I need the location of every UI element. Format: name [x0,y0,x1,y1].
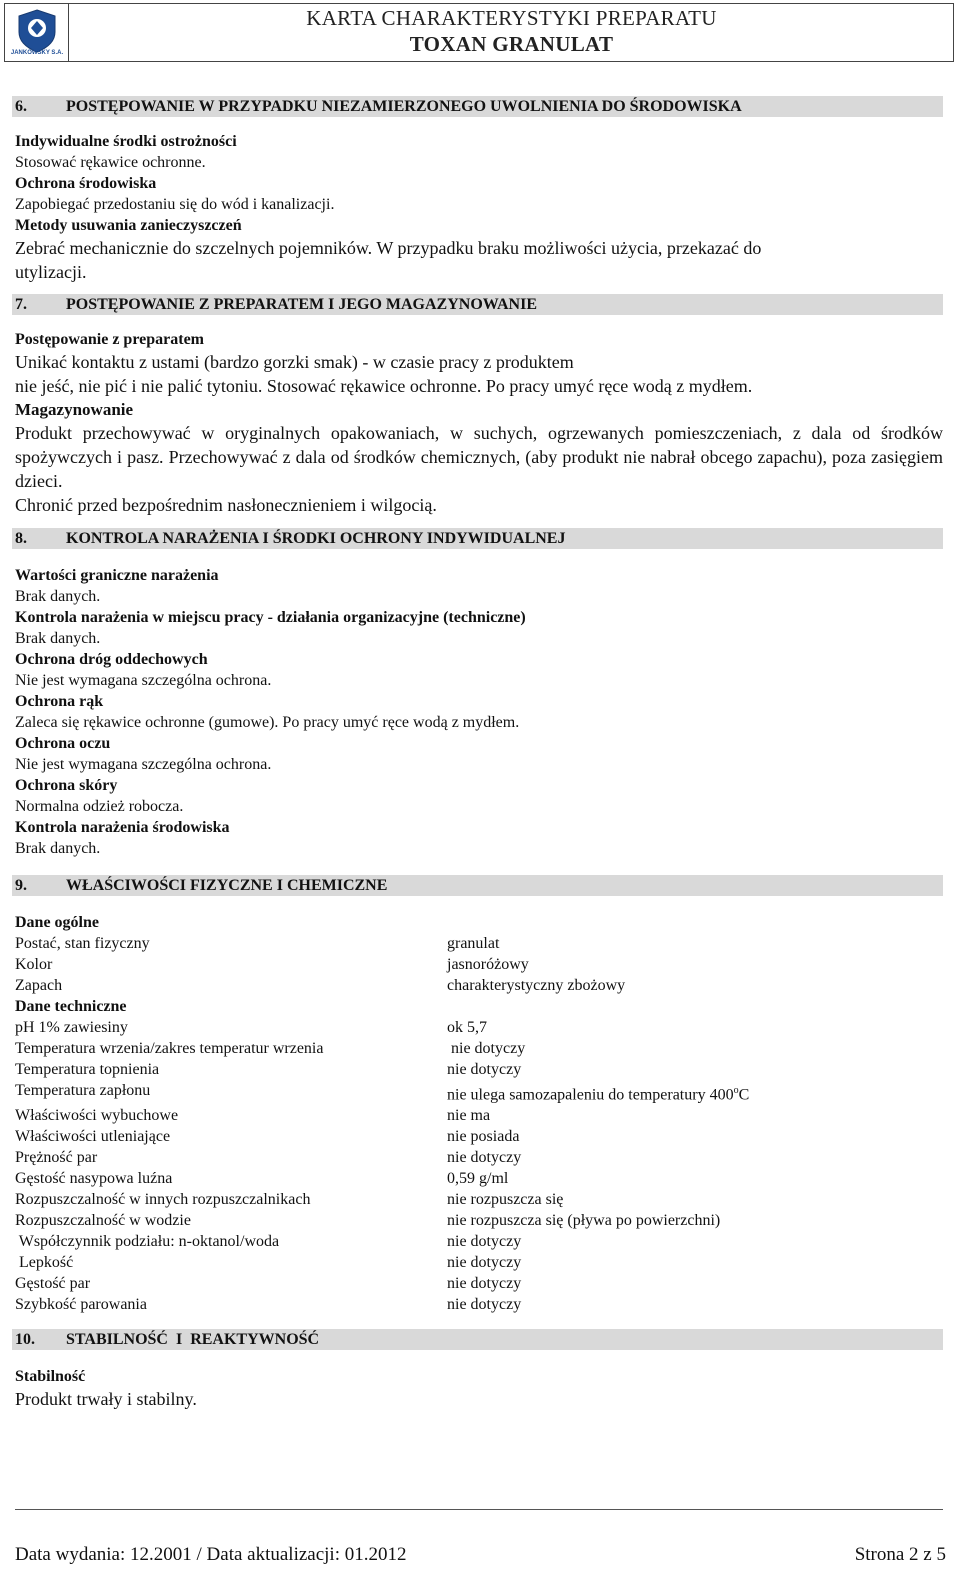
property-name: Współczynnik podziału: n-oktanol/woda [15,1233,280,1251]
document-title: KARTA CHARAKTERYSTYKI PREPARATU [306,6,717,30]
paragraph: Brak danych. [15,840,101,857]
property-name: Zapach [15,977,63,994]
property-row [15,1210,943,1231]
subheading: Ochrona oczu [15,735,111,752]
section-title: POSTĘPOWANIE Z PREPARATEM I JEGO MAGAZYNOWANIE [66,296,537,313]
property-row [15,1252,943,1273]
property-row [15,1080,943,1105]
section-title: WŁAŚCIWOŚCI FIZYCZNE I CHEMICZNE [66,877,388,894]
subheading: Wartości graniczne narażenia [15,567,219,584]
property-name: Szybkość parowania [15,1296,147,1314]
footer-divider [15,1509,943,1510]
page-number: Strona 2 z 5 [854,1544,946,1565]
product-name: TOXAN GRANULAT [409,32,614,56]
subheading: Dane ogólne [15,914,99,931]
property-value [447,1080,749,1105]
subheading: Metody usuwania zanieczyszczeń [15,217,242,234]
section-number: 7. [15,296,27,313]
section-title: POSTĘPOWANIE W PRZYPADKU NIEZAMIERZONEGO UWOLNIENIA DO ŚRODOWISKA [66,98,742,115]
property-value: nie dotyczy [447,1149,522,1167]
subheading: Ochrona skóry [15,777,118,794]
property-value: nie dotyczy [447,1275,522,1293]
section-title: STABILNOŚĆ I REAKTYWNOŚĆ [66,1331,320,1349]
property-row [15,1059,943,1080]
paragraph: Chronić przed bezpośrednim nasłonecznieniem i wilgocią. [15,495,437,515]
subheading: Ochrona środowiska [15,175,157,192]
property-name: Gęstość nasypowa luźna [15,1170,173,1188]
paragraph: Brak danych. [15,630,101,647]
section-heading [12,96,943,117]
section-heading [12,1329,943,1350]
section-heading [12,875,943,896]
paragraph: Produkt przechowywać w oryginalnych opakowaniach, w suchych, ogrzewanych pomieszczeniach, z dala od środków spożywczych i pasz. Przechowywać z dala od środków chemicznych, (aby produkt nie nabrał obcego zapachu), poza zasięgiem dzieci. [15,423,943,491]
section-number: 6. [15,98,27,115]
paragraph: Nie jest wymagana szczególna ochrona. [15,672,272,689]
logo-text: JANKOWSKY S.A. [10,50,64,56]
property-value: nie dotyczy [447,1040,526,1057]
property-value: nie dotyczy [447,1233,522,1251]
property-row [15,1189,943,1210]
section-title: KONTROLA NARAŻENIA I ŚRODKI OCHRONY INDYWIDUALNEJ [66,530,566,547]
property-row [15,954,943,975]
subheading: Indywidualne środki ostrożności [15,133,237,150]
subheading: Ochrona dróg oddechowych [15,651,208,668]
property-row [15,1294,943,1315]
section-number: 9. [15,877,27,894]
property-value: nie posiada [447,1128,520,1146]
paragraph: Nie jest wymagana szczególna ochrona. [15,756,272,773]
paragraph: Produkt trwały i stabilny. [15,1389,197,1410]
property-name: Gęstość par [15,1275,91,1293]
unit-text: C [738,1086,750,1104]
property-value: jasnoróżowy [447,956,529,973]
property-value: nie dotyczy [447,1254,522,1272]
section-heading [12,528,943,549]
paragraph: Brak danych. [15,588,101,605]
property-value: nie dotyczy [447,1296,522,1314]
section-number: 10. [15,1331,35,1349]
document-header [0,0,958,64]
property-row [15,1038,943,1059]
property-row [15,1168,943,1189]
value-text: nie ulega samozapaleniu do temperatury 400 [447,1086,734,1104]
subheading: Stabilność [15,1368,86,1386]
property-name: Właściwości utleniające [15,1128,171,1146]
property-row [15,1231,943,1252]
property-name: Prężność par [15,1149,98,1167]
paragraph: utylizacji. [15,262,87,282]
subheading: Postępowanie z preparatem [15,331,204,348]
subheading: Magazynowanie [15,400,134,419]
property-value: charakterystyczny zbożowy [447,977,626,994]
property-row [15,1273,943,1294]
property-value: nie dotyczy [447,1061,522,1078]
paragraph: Unikać kontaktu z ustami (bardzo gorzki smak) - w czasie pracy z produktem [15,352,574,372]
property-row [15,1126,943,1147]
subheading: Ochrona rąk [15,693,104,710]
property-name: Temperatura topnienia [15,1061,160,1078]
footer-dates: Data wydania: 12.2001 / Data aktualizacji: 01.2012 [15,1544,407,1565]
property-name: Rozpuszczalność w innych rozpuszczalnikach [15,1191,311,1209]
paragraph: Zapobiegać przedostaniu się do wód i kanalizacji. [15,196,335,213]
property-name: pH 1% zawiesiny [15,1019,128,1036]
property-row [15,1105,943,1126]
property-name: Właściwości wybuchowe [15,1107,179,1125]
property-row [15,933,943,954]
subheading: Dane techniczne [15,998,127,1015]
degree-superscript: o [733,1085,739,1096]
property-value: granulat [447,935,500,952]
subheading: Kontrola narażenia środowiska [15,819,230,836]
property-value: nie rozpuszcza się [447,1191,564,1209]
property-name: Kolor [15,956,53,973]
paragraph: Stosować rękawice ochronne. [15,154,206,171]
property-name: Lepkość [15,1254,74,1272]
property-name: Postać, stan fizyczny [15,935,150,952]
paragraph: nie jeść, nie pić i nie palić tytoniu. Stosować rękawice ochronne. Po pracy umyć ręce wodą z mydłem. [15,376,753,396]
paragraph: Normalna odzież robocza. [15,798,184,815]
document-body [15,96,943,1411]
paragraph: Zebrać mechanicznie do szczelnych pojemników. W przypadku braku możliwości użycia, przekazać do [15,238,762,258]
paragraph: Zaleca się rękawice ochronne (gumowe). Po pracy umyć ręce wodą z mydłem. [15,714,520,731]
property-row [15,975,943,996]
property-row [15,1147,943,1168]
property-row [15,1017,943,1038]
section-number: 8. [15,530,27,547]
property-value: 0,59 g/ml [447,1170,509,1188]
property-value: nie ma [447,1107,491,1125]
property-name: Rozpuszczalność w wodzie [15,1212,191,1230]
property-value: nie rozpuszcza się (pływa po powierzchni) [447,1212,721,1230]
property-name: Temperatura zapłonu [15,1082,151,1099]
property-value: ok 5,7 [447,1019,487,1036]
subheading: Kontrola narażenia w miejscu pracy - działania organizacyjne (techniczne) [15,609,526,626]
section-heading [12,294,943,315]
property-name: Temperatura wrzenia/zakres temperatur wrzenia [15,1040,324,1057]
